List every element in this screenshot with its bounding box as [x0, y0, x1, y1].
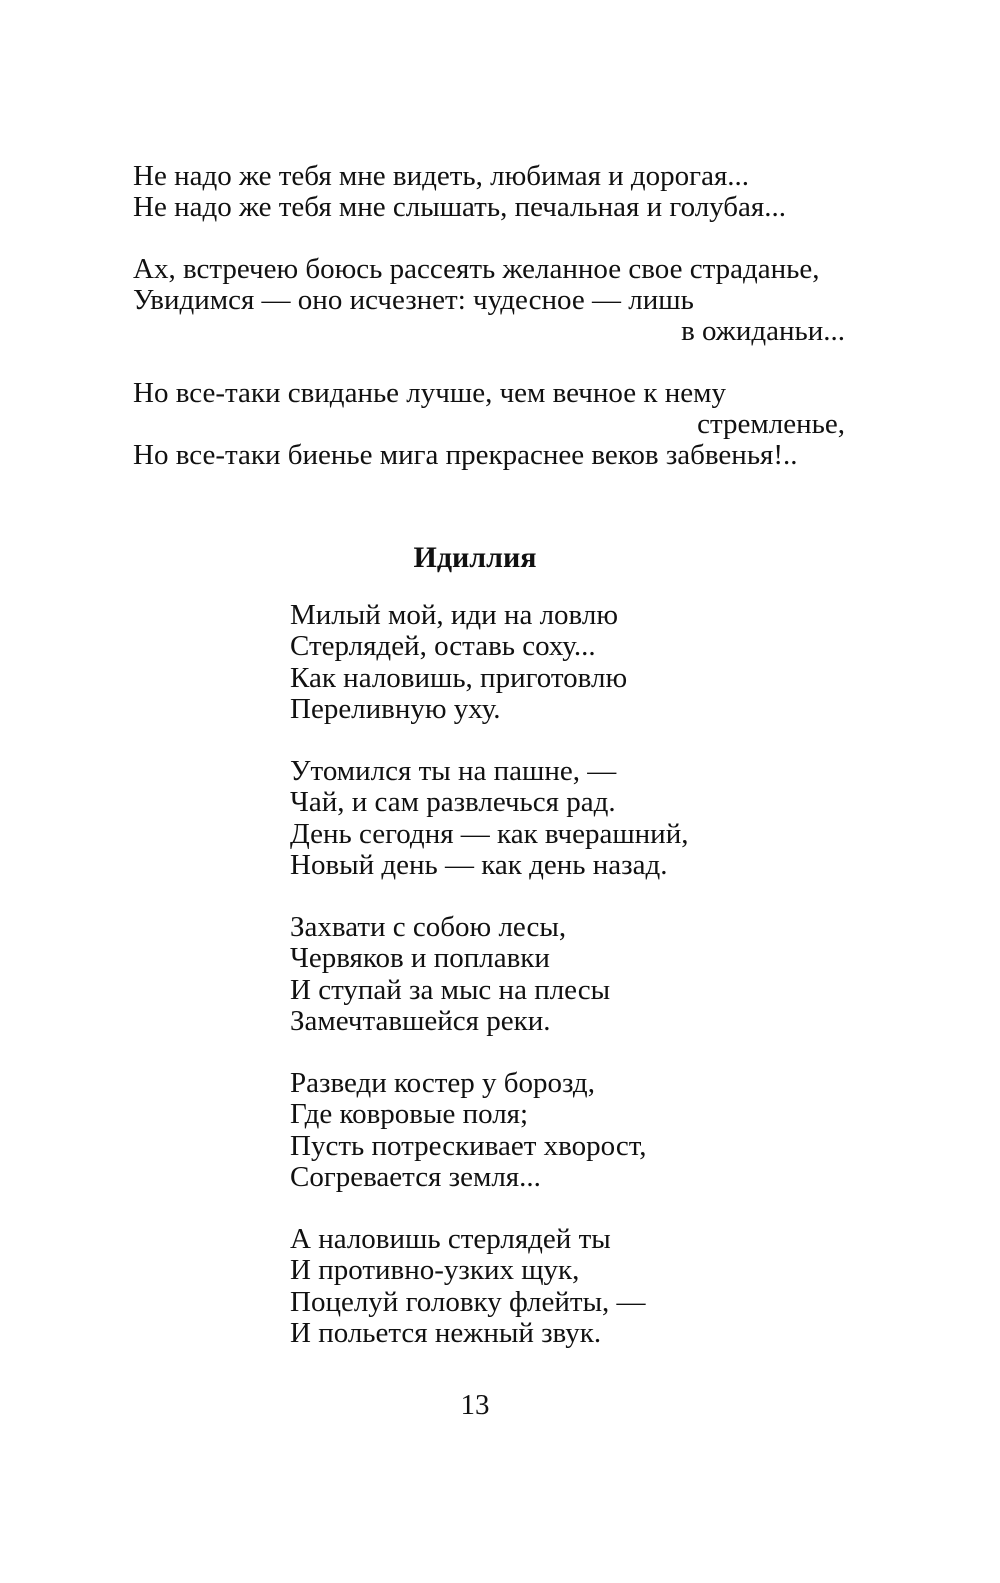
poem-line: Утомился ты на пашне, — — [290, 754, 617, 787]
poem-line: Новый день — как день назад. — [290, 848, 668, 881]
poem-line: И польется нежный звук. — [290, 1316, 602, 1349]
poem-line: Но все-таки биенье мига прекраснее веков забвенья!.. — [133, 439, 798, 471]
poem-line: День сегодня — как вчерашний, — [290, 817, 689, 850]
poem-line: Не надо же тебя мне видеть, любимая и дорогая... — [133, 160, 750, 192]
poem-line: И ступай за мыс на плесы — [290, 973, 611, 1006]
poem-line: Переливную уху. — [290, 692, 501, 725]
page-number: 13 — [460, 1389, 490, 1421]
poem-line: Чай, и сам развлечься рад. — [290, 786, 616, 819]
stanza — [133, 254, 845, 347]
stanza — [290, 1068, 850, 1193]
poem-line-continuation: стремленье, — [697, 408, 845, 440]
poem-line-continuation: в ожиданьи... — [681, 315, 845, 347]
poem-line: А наловишь стерлядей ты — [290, 1222, 611, 1255]
poem-line: Замечтавшейся реки. — [290, 1004, 551, 1037]
poem-line: Где ковровые поля; — [290, 1098, 529, 1131]
stanza — [290, 600, 850, 725]
poem-line: Увидимся — оно исчезнет: чудесное — лишь — [133, 284, 694, 316]
poem-ending — [133, 161, 845, 471]
poem-line: Поцелуй головку флейты, — — [290, 1285, 646, 1318]
poem-line: Разведи костер у борозд, — [290, 1066, 595, 1099]
poem-line: Не надо же тебя мне слышать, печальная и голубая... — [133, 191, 786, 223]
stanza — [290, 912, 850, 1037]
poem-line: Милый мой, иди на ловлю — [290, 599, 619, 631]
poem-line: Стерлядей, оставь соху... — [290, 630, 596, 663]
poem-title: Идиллия — [413, 541, 537, 574]
stanza — [290, 756, 850, 881]
poem-line: Захвати с собою лесы, — [290, 910, 567, 943]
stanza — [290, 1224, 850, 1349]
stanza — [133, 378, 845, 471]
stanza — [133, 161, 845, 223]
poem-idyll — [290, 600, 850, 1349]
poem-line: И противно-узких щук, — [290, 1254, 580, 1287]
poem-line: Как наловишь, приготовлю — [290, 661, 628, 694]
poem-line: Но все-таки свиданье лучше, чем вечное к нему — [133, 377, 726, 409]
poem-line: Ах, встречею боюсь рассеять желанное свое страданье, — [133, 253, 820, 285]
poem-line: Червяков и поплавки — [290, 942, 550, 975]
poem-line: Согревается земля... — [290, 1160, 541, 1193]
poem-line: Пусть потрескивает хворост, — [290, 1129, 647, 1162]
